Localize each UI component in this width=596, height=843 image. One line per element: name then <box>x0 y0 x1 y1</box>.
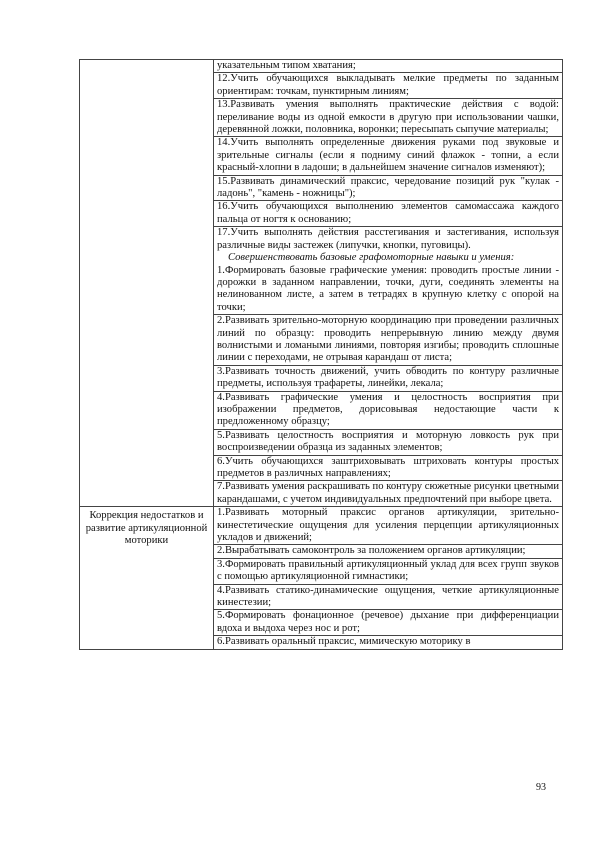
list-item: 15.Развивать динамический праксис, чередование позиций рук "кулак - ладонь", "камень - ножницы"); <box>214 175 562 201</box>
list-item: 5.Формировать фонационное (речевое) дыхание при дифференциации вдоха и выдоха через нос и рот; <box>214 609 562 635</box>
list-item: 14.Учить выполнять определенные движения руками под звуковые и зрительные сигналы (если я подниму синий флажок - топни, а если красный-хлопни в ладоши; в дальнейшем значение сигналов изменяют); <box>214 136 562 174</box>
list-item: 16.Учить обучающихся выполнению элементов самомассажа каждого пальца от ногтя к основанию; <box>214 200 562 226</box>
list-item: 1.Развивать моторный праксис органов артикуляции, зрительно-кинестетические ощущения для усиления перцепции артикуляционных укладов и движений; <box>217 507 559 544</box>
list-item: 3.Развивать точность движений, учить обводить по контуру различные предметы, используя трафареты, линейки, лекала; <box>214 365 562 391</box>
list-item: 1.Формировать базовые графические умения: проводить простые линии - дорожки в заданном направлении, точки, дуги, соединять элементы на нелинованном листе, а затем в тетрадях в крупную клетку с опорой на точки; <box>217 264 559 313</box>
content-table <box>79 59 563 650</box>
list-item: 2.Развивать зрительно-моторную координацию при проведении различных линий по образцу: проводить непрерывную линию между двумя волнистыми и ломаными линиями, повторяя изгибы; проводить сплошные линии с переходами, не отрывая карандаш от листа; <box>214 314 562 365</box>
page-number: 93 <box>536 782 546 793</box>
table-row <box>80 507 563 649</box>
list-item: 5.Развивать целостность восприятия и моторную ловкость рук при воспроизведении образца из заданных элементов; <box>214 429 562 455</box>
list-item: 7.Развивать умения раскрашивать по контуру сюжетные рисунки цветными карандашами, с учетом индивидуальных предпочтений при выборе цвета. <box>214 480 562 506</box>
section-heading: Совершенствовать базовые графомоторные навыки и умения: <box>228 252 515 264</box>
list-item: 17.Учить выполнять действия расстегивания и застегивания, используя различные виды застежек (липучки, кнопки, пуговицы). <box>214 226 562 252</box>
list-item: 2.Вырабатывать самоконтроль за положением органов артикуляции; <box>214 544 562 557</box>
list-item: 13.Развивать умения выполнять практические действия с водой: переливание воды из одной емкости в другую при использовании чашки, деревянной ложки, половника, воронки; пересыпать сыпучие материалы; <box>214 98 562 136</box>
right-cell-articulation <box>214 507 563 649</box>
list-item: 12.Учить обучающихся выкладывать мелкие предметы по заданным ориентирам: точкам, пунктирным линиям; <box>214 72 562 98</box>
list-item: 4.Развивать статико-динамические ощущения, четкие артикуляционные кинестезии; <box>214 584 562 610</box>
left-cell-label <box>80 60 213 63</box>
table-row <box>80 60 563 507</box>
left-cell-articulation <box>80 507 214 649</box>
list-item: указательным типом хватания; <box>217 60 356 71</box>
right-cell-fine-motor <box>214 60 563 507</box>
section-label: Коррекция недостатков и развитие артикуляционной моторики <box>85 510 208 547</box>
list-item: 4.Развивать графические умения и целостность восприятия при изображении предметов, дорисовывая недостающие части к предложенному образцу; <box>214 391 562 429</box>
list-item: 3.Формировать правильный артикуляционный уклад для всех групп звуков с помощью артикуляционной гимнастики; <box>214 558 562 584</box>
list-item: 6.Учить обучающихся заштриховывать штриховать контуры простых предметов в различных направлениях; <box>214 455 562 481</box>
list-item: 6.Развивать оральный праксис, мимическую моторику в <box>214 635 562 648</box>
left-cell-empty <box>80 60 214 507</box>
